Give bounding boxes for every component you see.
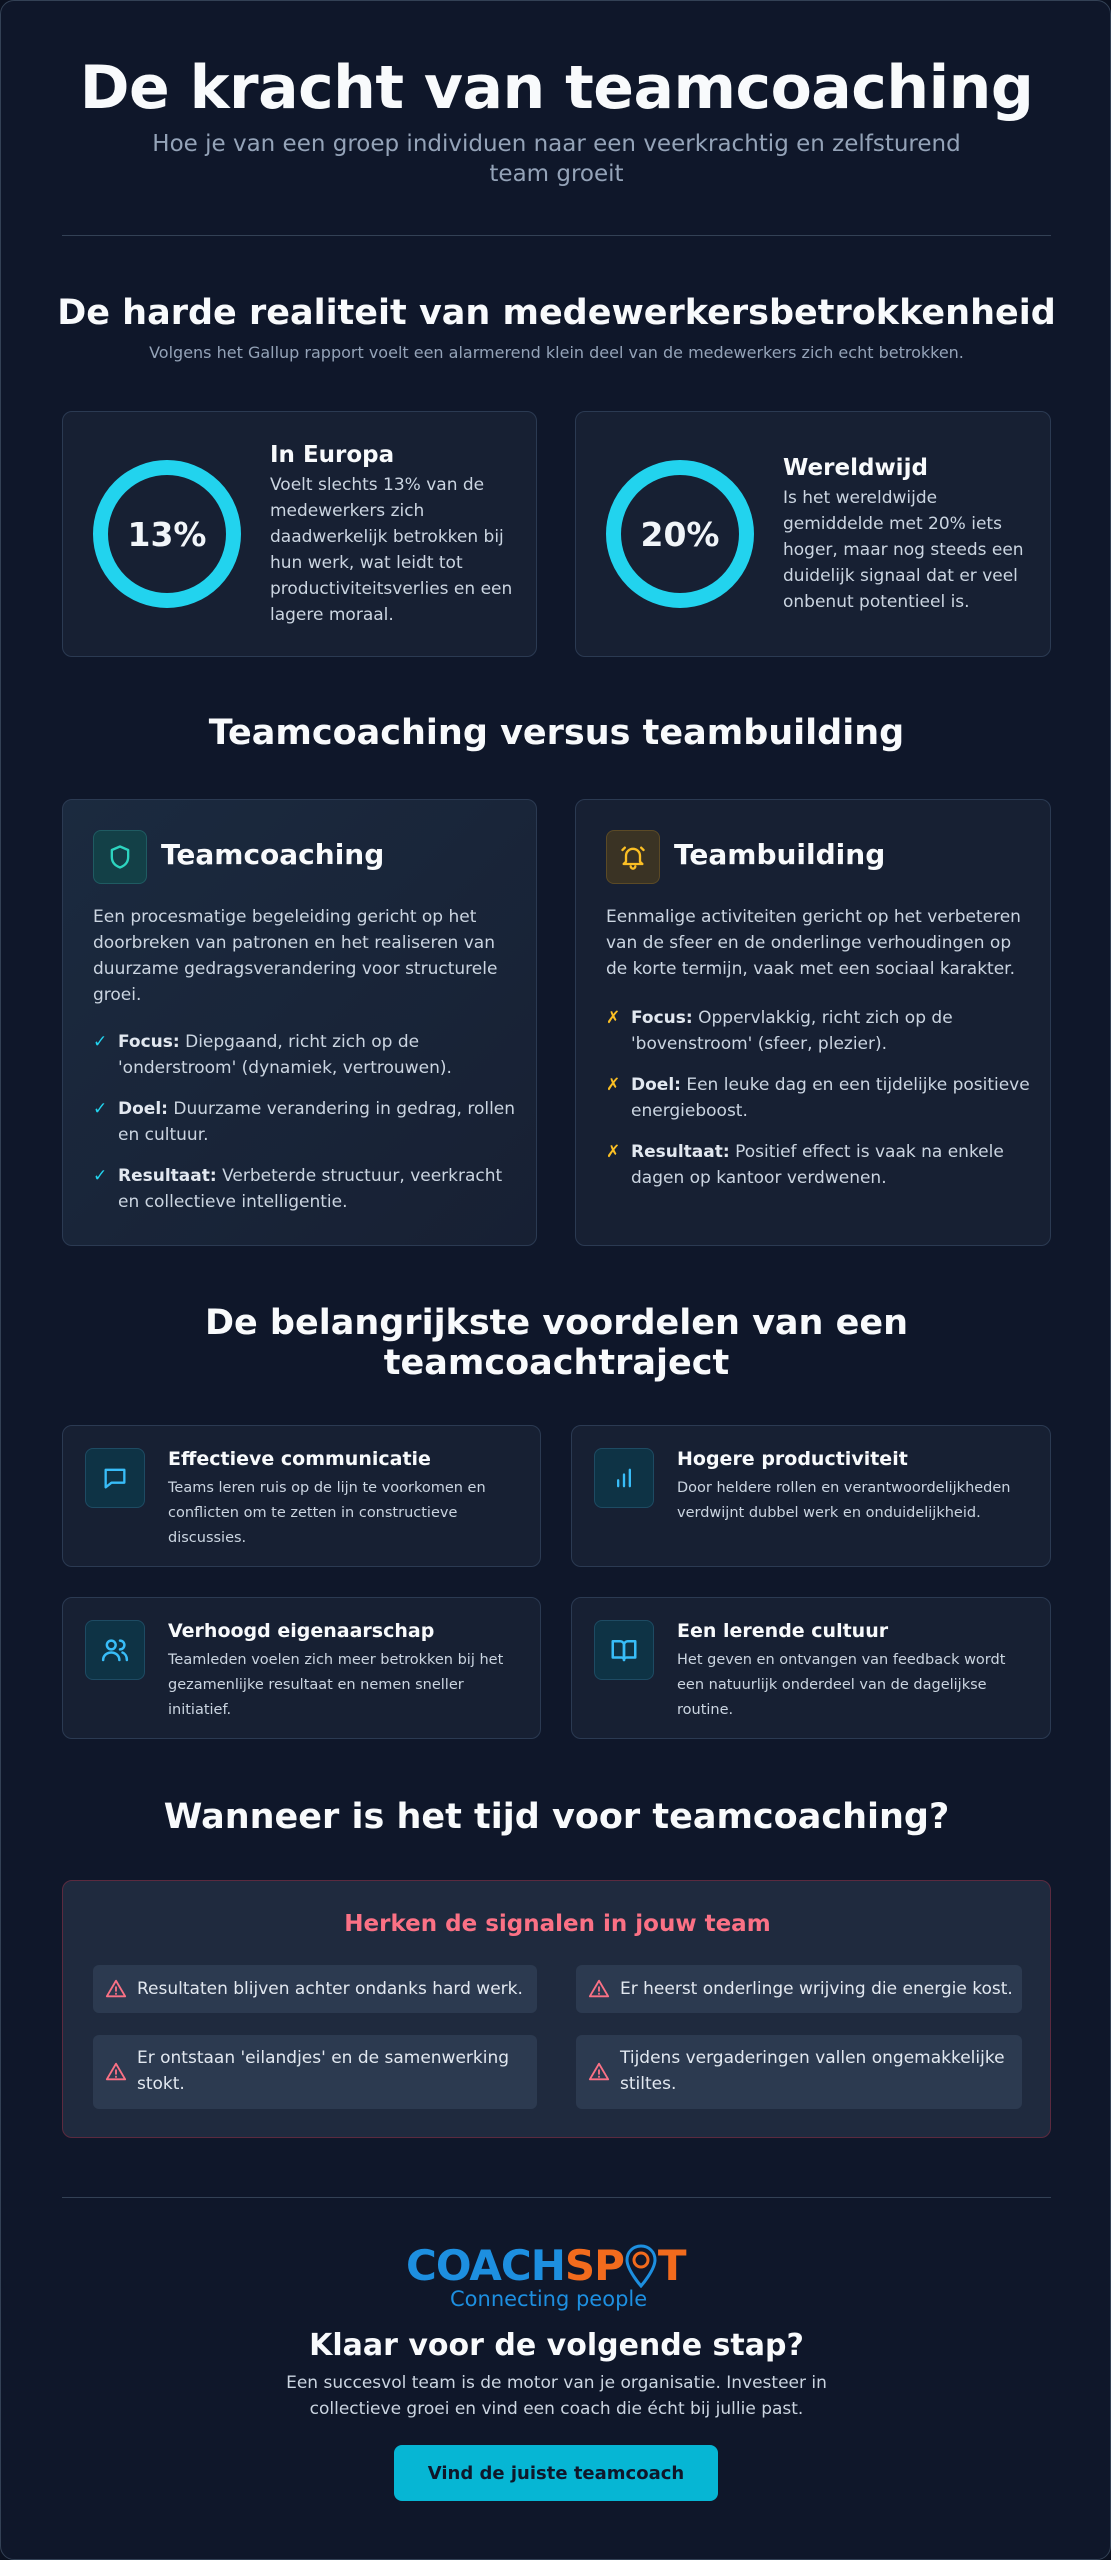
signal-item — [93, 1965, 537, 2013]
signal-text: Er ontstaan 'eilandjes' en de samenwerking stokt. — [137, 2048, 510, 2094]
page-subtitle: Hoe je van een groep individuen naar een veerkrachtig en zelfsturend team groeit — [152, 131, 961, 187]
signal-item — [576, 2035, 1022, 2109]
stat-heading-world: Wereldwijd — [783, 455, 928, 481]
coaching-item-text: Duurzame verandering in gedrag, rollen en cultuur. — [118, 1099, 516, 1145]
benefit-text: Teams leren ruis op de lijn te voorkomen en conflicten om te zetten in constructieve discussies. — [168, 1480, 486, 1546]
versus-title: Teamcoaching versus teambuilding — [208, 713, 905, 753]
cta-title: Klaar voor de volgende stap? — [309, 2328, 804, 2363]
building-item — [631, 1139, 1031, 1191]
cross-icon: ✗ — [606, 1142, 621, 1162]
check-icon: ✓ — [93, 1166, 108, 1186]
building-item-text: Een leuke dag en een tijdelijke positieve energieboost. — [631, 1075, 1030, 1121]
coaching-item-label: Focus: — [118, 1032, 180, 1052]
bell-icon — [606, 830, 660, 884]
signal-text: Resultaten blijven achter ondanks hard werk. — [137, 1979, 523, 1999]
building-card — [575, 799, 1051, 1246]
benefit-card — [62, 1597, 541, 1739]
benefit-text: Door heldere rollen en verantwoordelijkheden verdwijnt dubbel werk en onduidelijkheid. — [677, 1480, 1011, 1521]
page-title: De kracht van teamcoaching — [79, 53, 1034, 123]
logo-spot-end: T — [657, 2241, 686, 2290]
benefit-card — [571, 1425, 1051, 1567]
engagement-title: De harde realiteit van medewerkersbetrokkenheid — [57, 293, 1056, 333]
coaching-intro: Een procesmatige begeleiding gericht op het doorbreken van patronen en het realiseren van duurzame gedragsverandering voor structurele groei. — [93, 907, 498, 1005]
logo-spot-text: SP — [564, 2241, 624, 2290]
signals-box — [62, 1880, 1051, 2138]
building-item-text: Oppervlakkig, richt zich op de 'bovenstroom' (sfeer, plezier). — [631, 1008, 953, 1054]
stat-text-world: Is het wereldwijde gemiddelde met 20% iets hoger, maar nog steeds een duidelijk signaal dat er veel onbenut potentieel is. — [783, 488, 1024, 612]
benefit-card — [571, 1597, 1051, 1739]
signals-box-title: Herken de signalen in jouw team — [344, 1911, 771, 1937]
find-coach-button[interactable]: Vind de juiste teamcoach — [394, 2445, 718, 2501]
building-item — [631, 1072, 1031, 1124]
logo-coach-text: COACH — [406, 2241, 565, 2290]
shield-icon — [93, 830, 147, 884]
chat-icon — [85, 1448, 145, 1508]
benefit-heading: Verhoogd eigenaarschap — [168, 1620, 435, 1642]
benefit-heading: Hogere productiviteit — [677, 1448, 908, 1470]
signals-title: Wanneer is het tijd voor teamcoaching? — [163, 1797, 950, 1837]
users-icon — [85, 1620, 145, 1680]
building-item-label: Focus: — [631, 1008, 693, 1028]
coaching-item-label: Doel: — [118, 1099, 168, 1119]
stat-ring-world: 20% — [606, 460, 754, 608]
building-item-label: Doel: — [631, 1075, 681, 1095]
check-icon: ✓ — [93, 1099, 108, 1119]
stat-text-europe: Voelt slechts 13% van de medewerkers zich daadwerkelijk betrokken bij hun werk, wat leidt tot productiviteitsverlies en een lagere moraal. — [270, 475, 513, 625]
coaching-card — [62, 799, 537, 1246]
stat-card-world — [575, 411, 1051, 657]
divider — [62, 235, 1051, 236]
benefit-text: Teamleden voelen zich meer betrokken bij het gezamenlijke resultaat en nemen sneller initiatief. — [168, 1652, 504, 1718]
logo-tagline: Connecting people — [450, 2287, 648, 2311]
coaching-item — [118, 1029, 518, 1081]
warning-icon — [588, 1978, 610, 2000]
building-item-label: Resultaat: — [631, 1142, 730, 1162]
benefit-heading: Een lerende cultuur — [677, 1620, 889, 1642]
warning-icon — [105, 2061, 127, 2083]
coachspot-logo — [406, 2241, 706, 2311]
divider — [62, 2197, 1051, 2198]
map-pin-icon — [624, 2241, 658, 2290]
stat-heading-europe: In Europa — [270, 442, 395, 468]
coaching-item — [118, 1163, 518, 1215]
benefit-card — [62, 1425, 541, 1567]
stat-ring-europe: 13% — [93, 460, 241, 608]
check-icon: ✓ — [93, 1032, 108, 1052]
benefit-heading: Effectieve communicatie — [168, 1448, 431, 1470]
building-item — [631, 1005, 1031, 1057]
signal-text: Er heerst onderlinge wrijving die energie kost. — [620, 1979, 1013, 1999]
coaching-item — [118, 1096, 518, 1148]
signal-item — [93, 2035, 537, 2109]
benefit-text: Het geven en ontvangen van feedback wordt een natuurlijk onderdeel van de dagelijkse routine. — [677, 1652, 1006, 1718]
engagement-subtitle: Volgens het Gallup rapport voelt een alarmerend klein deel van de medewerkers zich echt betrokken. — [149, 343, 964, 362]
bar-chart-icon — [594, 1448, 654, 1508]
warning-icon — [105, 1978, 127, 2000]
benefits-title: De belangrijkste voordelen van een teamcoachtraject — [204, 1303, 909, 1383]
coaching-item-text: Verbeterde structuur, veerkracht en collectieve intelligentie. — [118, 1166, 503, 1212]
coaching-item-label: Resultaat: — [118, 1166, 217, 1186]
cross-icon: ✗ — [606, 1008, 621, 1028]
cross-icon: ✗ — [606, 1075, 621, 1095]
logo-wordmark — [406, 2241, 686, 2290]
stat-card-europe — [62, 411, 537, 657]
cta-text: Een succesvol team is de motor van je organisatie. Investeer in collectieve groei en vind een coach die écht bij jullie past. — [286, 2373, 827, 2419]
coaching-heading: Teamcoaching — [161, 838, 385, 871]
building-heading: Teambuilding — [674, 838, 886, 871]
signal-text: Tijdens vergaderingen vallen ongemakkelijke stiltes. — [620, 2048, 1005, 2094]
warning-icon — [588, 2061, 610, 2083]
coaching-item-text: Diepgaand, richt zich op de 'onderstroom' (dynamiek, vertrouwen). — [118, 1032, 452, 1078]
building-item-text: Positief effect is vaak na enkele dagen op kantoor verdwenen. — [631, 1142, 1004, 1188]
signal-item — [576, 1965, 1022, 2013]
book-open-icon — [594, 1620, 654, 1680]
building-intro: Eenmalige activiteiten gericht op het verbeteren van de sfeer en de onderlinge verhoudingen op de korte termijn, vaak met een sociaal karakter. — [606, 907, 1021, 979]
